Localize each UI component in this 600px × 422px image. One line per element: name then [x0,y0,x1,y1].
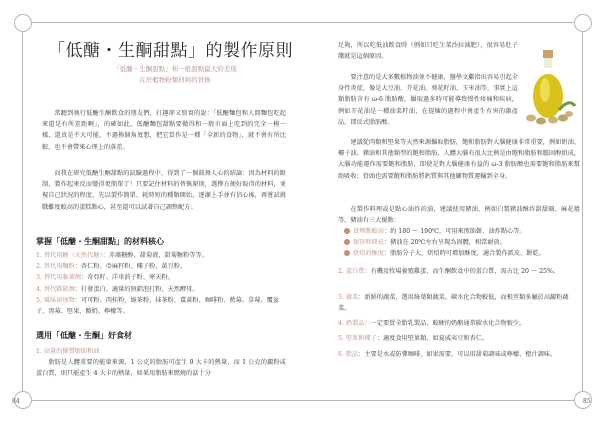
lard-advantages-list [344,226,580,260]
corner-notch [14,14,32,32]
food-item: 5. 堅果和種子：適度食用堅果類，如夏威夷豆和杏仁。 [338,335,489,342]
page-subtitle [60,64,290,86]
paragraph: 在製作料理或是點心油炸的油，建議使用豬油，例如白製豬油酥炸甜甜圈、麻花捲等，豬油有三大優點： [338,206,580,225]
list-item: 烘焙的酥度：脂肪分子大，烘焙時可增加酥度，適合製作派皮、餅乾。 [344,248,580,259]
food-item: 3. 蔬菜：新鮮的蔬菜，選用綠葉類蔬菜，碳水化合物較低，而根莖類多屬於高澱粉蔬菜。 [338,294,569,313]
materials-list [36,250,286,317]
paragraph: 建議從肉類和堅果等天然來源攝取脂肪，飽和脂肪對大腦健康非常重要，例如奶油、椰子油、豬油和其他類型的飽和脂肪，人體大腦有很大比例是由飽和脂肪和膽固醇組成，大腦功能運作需要飽和脂肪，即使是對大腦健康有益的 ω-3 脂肪酸也需要飽和脂肪來幫助吸收；骨頭也需要飽和脂肪將鈣質與其他礦物質運輸到全身。 [338,139,580,180]
subtitle-line: 「低醣・生酮甜點」和一般甜點最大的差別 [113,65,237,73]
corner-notch [574,14,592,32]
list-item: 3. 替代用黏著劑：奇亞籽、洋車前子粉、寒天粉。 [36,274,174,282]
list-item: 保存時間長：豬油在 20℃左右呈現為固體，相當耐放。 [344,237,580,248]
page-number: 85 [583,398,591,405]
paragraph: 而我在研究低醣生酮甜點的試驗過程中，得到了一個鼓舞人心的結論：因為材料的限制，製作起來反而變得更簡單了！只要記住材料的替換原則，選擇方便好取得的材料，並視自己狀況的程度，先以製作簡單、耗時短的種類開始，逐漸上手並有信心後，再嘗試挑戰難度較高的蛋糕點心，甚至還可以試著自己調整配方。 [42,170,286,211]
bullet-icon [344,250,350,256]
page-title: 「低醣・生酮甜點」的製作原則 [48,41,293,61]
olive-oil-bottle-image [519,48,579,128]
food-item: 4. 奶製品：一定要買全脂乳製品，較硬的奶酪通常碳水化合物較少。 [338,320,526,327]
page-number: 84 [12,398,20,405]
list-item: 2. 替代用麵粉：杏仁粉、亞麻籽粉、椰子粉、黃豆粉。 [36,263,187,271]
paragraph: 脂肪是人體重要的能量來源，1 公克的脂肪可產生 9 大卡的熱量，而 1 公克的澱粉或蛋白質，則只能產生 4 大卡的熱量，如果用脂肪來燃燒的話十分 [36,359,286,378]
paragraph: 常聽到執行低醣生酮飲食的朋友們，打趣卻又寫實的說：「低醣麵包和人間麵包吃起來還是有所差距啊」，的確如此，低醣麵包甜點要做得和一般市面上吃到的完全一模一樣，還真是不大可能，不過換個角度想，把它當作是一種「全新的食物」，就不會有所比較，也不會帶來心理上的落差。 [42,110,286,151]
bullet-icon [344,239,350,245]
subsection-label: 1. 高量的優質脂肪和油 [36,348,100,355]
section-heading: 掌握「低醣・生酮甜點」的材料核心 [36,237,164,246]
list-item: 1. 替代用糖（天然代糖）：赤藻糖醇、甜菊液、甜菊糖粉等等。 [36,252,208,259]
section-heading: 選用「低醣・生酮」好食材 [36,331,132,340]
paragraph: 足夠，所以吃低油飲食時（例如只吃生菜沙拉減肥），很容易肚子餓就是這個原因。 [338,42,518,61]
subtitle-line: 在於穀物粉類材料的替換 [139,76,211,84]
paragraph: 要注意的是大多數植物油並不健康，醫學文獻指出容易引起全身性炎症，像是大豆油、芥花油、葵花籽油、玉米油等，事實上這類脂肪含有 ω-6 脂肪酸，攝取過多時可能導致慢性疼痛和疾病，例如芥花油是一種油菜籽油，在提煉的過程中會產生有害的副產品，即反式脂肪酸。 [338,74,518,126]
list-item: 冒煙點較高：約 180 ～ 190℃，可用來煎餡餅、油炸點心等。 [344,226,580,237]
food-item: 2. 蛋白質：有機及牧場養殖雞蛋，而生酮飲食中的蛋白質，需占比 20 ～ 25%。 [338,268,560,275]
food-item: 6. 飲品：主要是水或防彈咖啡，如果需要，可以用甜菊調味或檸檬、橙汁調味。 [338,351,557,358]
bullet-icon [344,228,350,234]
list-item: 4. 替代膨鬆劑：打發蛋白、適量的無鋁泡打粉、天然酵母。 [36,285,199,293]
list-item: 5. 風味添加物：可可粉、肉桂粉、綠茶粉、抹茶粉、薑黃粉、咖啡粉、藍莓、草莓、覆盆子、黑莓、堅果、酪奶、檸檬等。 [36,296,279,316]
